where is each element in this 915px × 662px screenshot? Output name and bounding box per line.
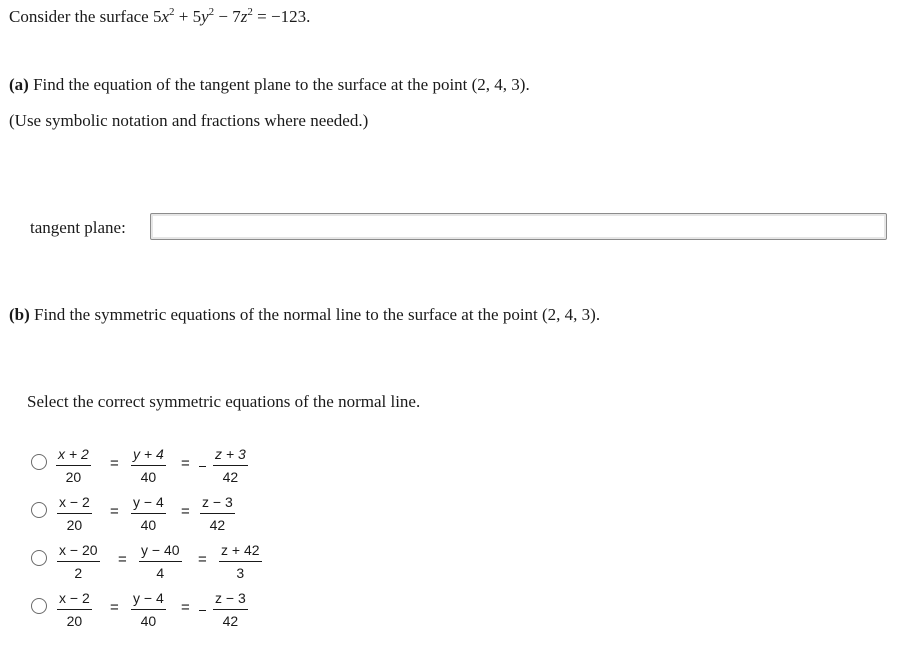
part-a-note: (Use symbolic notation and fractions where needed.) bbox=[9, 111, 369, 130]
part-b-question bbox=[9, 305, 600, 325]
option-1-fraction-z: z + 3 42 bbox=[215, 446, 246, 485]
tangent-plane-label: tangent plane: bbox=[30, 218, 126, 237]
option-3-fraction-y: y − 40 4 bbox=[141, 542, 180, 581]
option-4-fraction-z: z − 3 42 bbox=[215, 590, 246, 629]
part-b-text: Find the symmetric equations of the normal line to the surface at the point (2, 4, 3). bbox=[34, 305, 601, 324]
option-1-fraction-x: x + 2 20 bbox=[58, 446, 89, 485]
option-2-fraction-x: x − 2 20 bbox=[59, 494, 90, 533]
option-4-minus-sign bbox=[199, 610, 206, 611]
option-2-radio[interactable] bbox=[31, 502, 47, 518]
part-b-label: (b) bbox=[9, 305, 30, 324]
part-a-question bbox=[9, 75, 530, 95]
option-3-fraction-x: x − 20 2 bbox=[59, 542, 98, 581]
option-3-fraction-z: z + 42 3 bbox=[221, 542, 260, 581]
part-b-prompt: Select the correct symmetric equations of the normal line. bbox=[27, 392, 421, 411]
option-4-fraction-y: y − 4 40 bbox=[133, 590, 164, 629]
option-1-radio[interactable] bbox=[31, 454, 47, 470]
option-1-minus-sign bbox=[199, 466, 206, 467]
option-3-radio[interactable] bbox=[31, 550, 47, 566]
option-2-fraction-y: y − 4 40 bbox=[133, 494, 164, 533]
part-a-text: Find the equation of the tangent plane to the surface at the point (2, 4, 3). bbox=[33, 75, 530, 94]
option-4-fraction-x: x − 2 20 bbox=[59, 590, 90, 629]
option-1-fraction-y: y + 4 40 bbox=[133, 446, 164, 485]
part-a-label: (a) bbox=[9, 75, 29, 94]
option-4-radio[interactable] bbox=[31, 598, 47, 614]
equation-rhs: −123 bbox=[270, 7, 307, 26]
option-2-fraction-z: z − 3 42 bbox=[202, 494, 233, 533]
problem-intro: Consider the surface bbox=[9, 7, 153, 26]
tangent-plane-input[interactable] bbox=[150, 213, 887, 240]
problem-statement: Consider the surface $5x^2 + 5y^2 - 7z^2 = -123$. bbox=[9, 6, 311, 26]
